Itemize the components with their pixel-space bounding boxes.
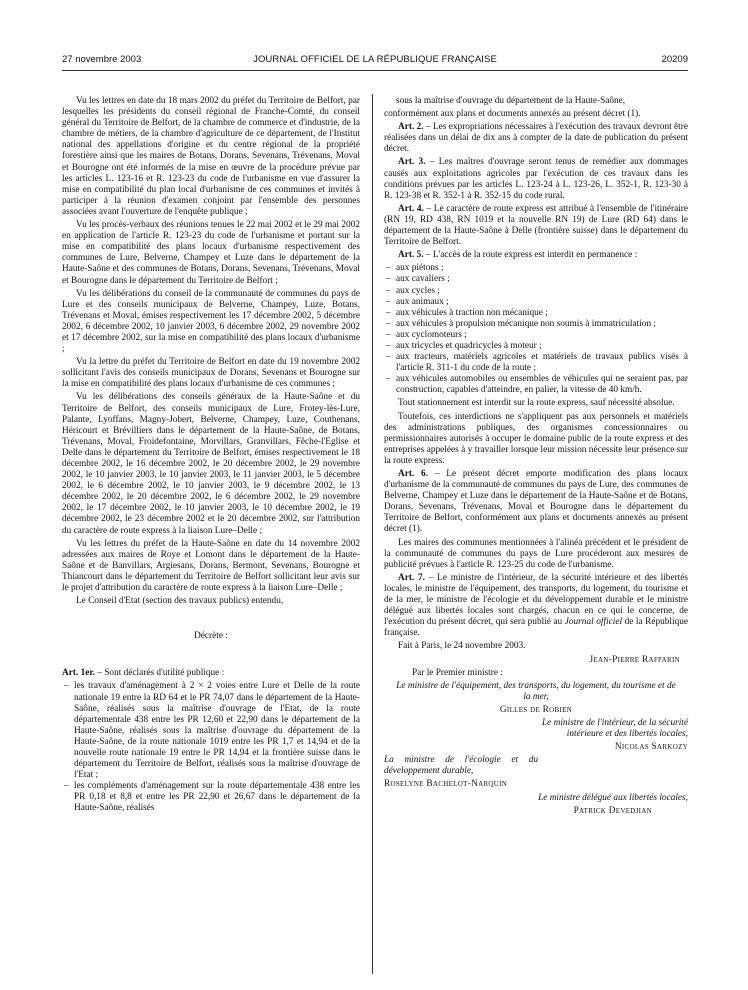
list-item: – aux tricycles et quadricycles à moteur ; <box>384 341 688 352</box>
article-text: – L'accès de la route express est interdit en permanence : <box>423 250 638 261</box>
header-journal-title: JOURNAL OFFICIEL DE LA RÉPUBLIQUE FRANÇAISE <box>253 54 497 65</box>
continuation-paragraph: conformément aux plans et documents annexés au présent décret (1). <box>384 109 641 120</box>
left-column <box>62 96 360 817</box>
article-label: Art. 1er. <box>62 668 95 679</box>
list-item: – aux cavaliers ; <box>384 274 688 285</box>
article-1-list-continued <box>384 96 688 107</box>
paragraph: Toutefois, ces interdictions ne s'appliquent pas aux personnels et matériels des administrations publiques, des organismes concessionnaires ou permissionnaires autorisés à occuper le domaine public de la route express et des entreprises appelées à y travailler lorsque leur mission nécessite leur présence sur la route express. <box>384 411 688 466</box>
article-text: – Sont déclarés d'utilité publique : <box>94 668 225 679</box>
article-label: Art. 2. <box>398 122 424 133</box>
prime-minister-name: Jean-Pierre Raffarin <box>589 654 680 665</box>
article-3 <box>384 157 688 201</box>
article-text: – Le ministre de l'intérieur, de la sécurité intérieure et des libertés locales, le ministre de l'équipement, des transports, du logement, du tourisme et de la mer, le ministre de l'écologie et du développement durable et le ministre délégué aux libertés locales sont chargés, chacun en ce qui le concerne, de l'exécution du présent décret, qui sera publié au <box>384 572 688 628</box>
list-item: – aux cycles ; <box>384 286 688 297</box>
minister-equipement-title: Le ministre de l'équipement, des transports, du logement, du tourisme et de la mer, <box>396 680 676 702</box>
conseil-etat-paragraph: Le Conseil d'Etat (section des travaux publics) entendu, <box>76 596 284 607</box>
visa-paragraph: Vu les procès-verbaux des réunions tenues le 22 mai 2002 et le 29 mai 2002 en application de l'article R. 123-23 du code de l'urbanisme et portant sur la mise en compatibilité des plans locaux d'urbanisme respectivement des communes de Lure, Belverne, Champey et Luze dans le département de la Haute-Saône et des communes de Botans, Dorans, Sevenans, Trévenans, Moval et Bourogne dans le département du Territoire de Belfort ; <box>62 220 360 286</box>
article-text: – Le présent décret emporte modification des plans locaux d'urbanisme de la communauté de communes du pays de Lure, des communes de Belverne, Champey et Luze dans le département de la Haute-Saône et de Botans, Dorans, Sevenans, Trévenans, Moval et Bourogne dans le département du Territoire de Belfort, conformément aux plans et documents annexés au présent décret (1). <box>384 469 688 535</box>
visa-paragraph: Vu les lettres en date du 18 mars 2002 du préfet du Territoire de Belfort, par lesquelles les présidents du conseil régional de Franche-Comté, du conseil général du Territoire de Belfort, de la chambre de commerce et d'industrie, de la chambre de métiers, de la chambre d'agriculture de ce département, de l'Institut national des appellations d'origine et du centre régional de la propriété forestière ainsi que les maires de Botans, Dorans, Sevenans, Trévenans, Moval et Bourogne ont été informés de la mise en œuvre de la procédure prévue par les articles L. 123-16 et R. 123-23 du code de l'urbanisme en vue d'assurer la mise en compatibilité du plan local d'urbanisme de ces communes et invités à participer à la réunion d'examen conjoint par l'ensemble des personnes associées avant l'ouverture de l'enquête publique ; <box>62 96 360 217</box>
article-text: – Les maîtres d'ouvrage seront tenus de remédier aux dommages causés aux exploitations agricoles par l'exécution de ces travaux dans les conditions prévues par les articles L. 123-24 à L. 123-26, L. 352-1, R. 123-30 à R. 123-38 et R. 352-1 à R. 352-15 du code rural. <box>384 157 688 201</box>
list-item: – aux piétons ; <box>384 263 688 274</box>
article-1 <box>62 668 360 679</box>
visa-paragraph: Vu les lettres du préfet de la Haute-Saône en date du 14 novembre 2002 adressées aux maires de Roye et Lomont dans le département de la Haute-Saône et de Banvillars, Argiesans, Dorans, Bermont, Sevenans, Bourogne et Thiancourt dans le département du Territoire de Belfort sollicitant leur avis sur le projet d'attribution du caractère de route express à la liaison Lure–Delle ; <box>62 538 360 594</box>
list-item: – aux véhicules à propulsion mécanique non soumis à immatriculation ; <box>384 319 688 330</box>
list-item: – aux véhicules automobiles ou ensembles de véhicules qui ne seraient pas, par construction, capables d'atteindre, en palier, la vitesse de 40 km/h. <box>384 374 688 396</box>
minister-interieur-title: Le ministre de l'intérieur, de la sécurité intérieure et des libertés locales, <box>542 717 688 740</box>
article-text-end: de la République française. <box>384 617 688 639</box>
article-5-list <box>384 263 688 396</box>
decrete-heading: Décrète : <box>194 631 228 642</box>
article-label: Art. 3. <box>398 157 426 168</box>
minister-equipement-name: Gilles de Robien <box>499 704 573 715</box>
article-1-list <box>62 681 360 814</box>
par-le-premier-ministre: Par le Premier ministre : <box>412 667 503 678</box>
right-column <box>384 96 688 819</box>
article-text: – Les expropriations nécessaires à l'exécution des travaux devront être réalisées dans un délai de dix ans à compter de la date de publication du présent décret. <box>384 122 688 155</box>
paragraph: Les maires des communes mentionnées à l'alinéa précédent et le président de la communauté de communes du pays de Lure procéderont aux mesures de publicité prévues à l'article R. 123-25 du code de l'urbanisme. <box>384 537 688 570</box>
fait-a-paris: Fait à Paris, le 24 novembre 2003. <box>398 641 526 652</box>
article-label: Art. 5. <box>398 250 424 261</box>
article-5 <box>384 250 688 261</box>
minister-ecologie-title: La ministre de l'écologie et du développement durable, <box>384 755 538 777</box>
article-label: Art. 6. <box>398 469 429 479</box>
journal-officiel-italic: Journal officiel <box>564 617 623 628</box>
article-label: Art. 7. <box>398 572 425 583</box>
column-divider <box>372 94 373 974</box>
paragraph: Tout stationnement est interdit sur la route express, sauf nécessité absolue. <box>398 398 675 409</box>
article-4 <box>384 204 688 248</box>
minister-libertes-title: Le ministre délégué aux libertés locales, <box>538 792 688 803</box>
list-item: – aux véhicules à traction non mécanique ; <box>384 308 688 319</box>
list-item: – aux animaux ; <box>384 297 688 308</box>
list-item-continued: sous la maîtrise d'ouvrage du département de la Haute-Saône, <box>396 96 626 106</box>
visa-paragraph: Vu les délibérations du conseil de la communauté de communes du pays de Lure et des conseils municipaux de Belverne, Champey, Luze, Botans, Trévenans et Moval, émises respectivement les 17 décembre 2002, 5 décembre 2002, 6 décembre 2002, 10 janvier 2003, 6 décembre 2002, 29 novembre 2002 et 17 décembre 2002, sur la mise en compatibilité des plans locaux d'urbanisme ; <box>62 288 360 355</box>
minister-libertes-name: Patrick Devedjian <box>573 805 652 816</box>
list-item: – les compléments d'aménagement sur la route départementale 438 entre les PR 0,18 et 8,8 et entre les PR 22,90 et 26,67 dans le département de la Haute-Saône, réalisés <box>62 781 360 814</box>
article-text: – Le caractère de route express est attribué à l'ensemble de l'itinéraire (RN 19, RD 438, RN 1019 et la nouvelle RN 19) de Lure (RD 64) dans le département de la Haute-Saône à Delle (frontière suisse) dans le département du Territoire de Belfort. <box>384 203 689 248</box>
list-item: – aux tracteurs, matériels agricoles et matériels de travaux publics visés à l'article R. 311-1 du code de la route ; <box>384 352 688 374</box>
header-page-number: 20209 <box>661 54 688 65</box>
visa-paragraph: Vu les délibérations des conseils généraux de la Haute-Saône et du Territoire de Belfort, des conseils municipaux de Lure, Frotey-lès-Lure, Palante, Lyoffans, Magny-Jobert, Belverne, Champey, Luze, Couthenans, Héricourt et Brévilliers dans le département de la Haute-Saône, de Botans, Trévenans, Moval, Froidefontaine, Morvillars, Granvillars, Fêche-l'Eglise et Delle dans le département du Territoire de Belfort, émises respectivement le 18 décembre 2002, le 16 décembre 2002, le 20 décembre 2002, le 29 novembre 2002, le 10 janvier 2003, le 10 janvier 2003, le 11 janvier 2003, le 5 décembre 2002, le 6 décembre 2002, le 10 janvier 2003, le 9 décembre 2002, le 13 décembre 2002, le 20 décembre 2002, le 6 décembre 2002, le 29 novembre 2002, le 17 décembre 2002, le 10 janvier 2003, le 10 décembre 2002, le 19 décembre 2002, le 23 décembre 2002 et le 20 décembre 2002, sur l'attribution du caractère de route express à la liaison Lure–Delle ; <box>62 392 360 536</box>
article-label: Art. 4. <box>398 203 424 214</box>
minister-interieur-name: Nicolas Sarkozy <box>614 742 688 753</box>
page-header <box>62 54 688 68</box>
article-6 <box>384 469 688 536</box>
minister-ecologie-name: Roselyne Bachelot-Narquin <box>384 779 508 790</box>
header-divider <box>62 70 688 71</box>
list-item: – les travaux d'aménagement à 2 × 2 voies entre Lure et Delle de la route nationale 19 entre la RD 64 et le PR 74,07 dans le département de la Haute-Saône, réalisés sous la maîtrise d'ouvrage de l'Etat, de la route départementale 438 entre les PR 12,60 et 22,90 dans le département de la Haute-Saône, réalisés sous la maîtrise d'ouvrage du département de la Haute-Saône, de la route nationale 1019 entre les PR 1,7 et 14,94 et de la nouvelle route nationale 19 entre le PR 14,94 et la frontière suisse dans le département du Territoire de Belfort, réalisés sous la maîtrise d'ouvrage de l'Etat ; <box>62 681 360 781</box>
article-7 <box>384 573 688 640</box>
article-2 <box>384 122 688 155</box>
header-date: 27 novembre 2003 <box>62 54 142 65</box>
visa-paragraph: Vu la lettre du préfet du Territoire de Belfort en date du 19 novembre 2002 sollicitant l'avis des conseils municipaux de Dorans, Sevenans et Bourogne sur la mise en compatibilité des plans locaux d'urbanisme de ces communes ; <box>62 357 360 390</box>
list-item: – aux cyclomoteurs ; <box>384 330 688 341</box>
